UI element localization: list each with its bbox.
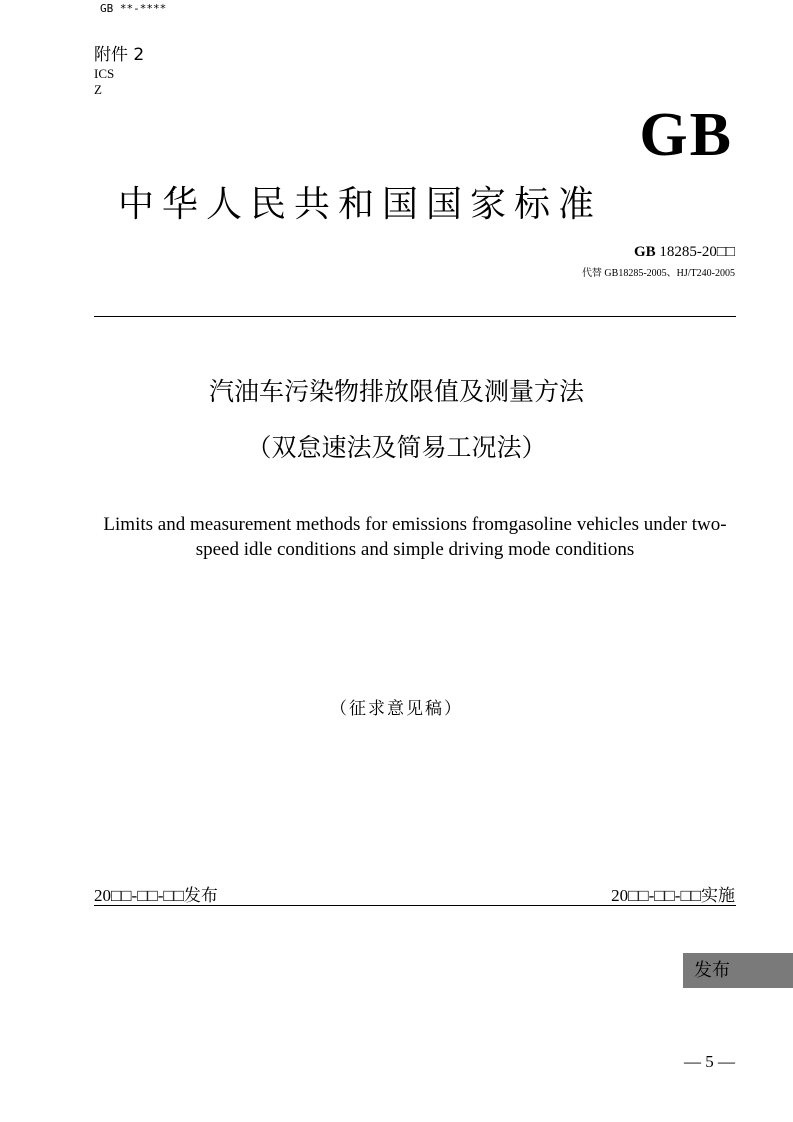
publish-date: 20□□-□□-□□发布 [94,886,218,905]
standard-number [634,244,735,261]
attachment-label: 附件 2 [94,45,145,65]
title-en: Limits and measurement methods for emissions fromgasoline vehicles under two-speed idle conditions and simple driving mode conditions [103,514,727,560]
header-code: GB **-**** [100,2,167,15]
publish-button[interactable]: 发布 [683,953,793,988]
gb-logo: GB [639,101,733,169]
national-standard-title: 中华人民共和国国家标准 [118,184,603,225]
implement-date: 20□□-□□-□□实施 [611,886,735,905]
title-cn-line2: （双怠速法及简易工况法） [246,433,547,462]
divider [94,316,736,317]
title-cn-line1: 汽油车污染物排放限值及测量方法 [208,377,584,406]
category-label: Z [94,82,102,97]
divider [94,905,736,906]
draft-label: （征求意见稿） [330,699,463,719]
page-number: — 5 — [684,1052,735,1071]
ics-label: ICS [94,66,115,81]
standard-number-value: 18285-20□□ [659,244,735,260]
standard-prefix: GB [633,244,656,260]
replaces-note: 代替 GB18285-2005、HJ/T240-2005 [581,268,735,279]
